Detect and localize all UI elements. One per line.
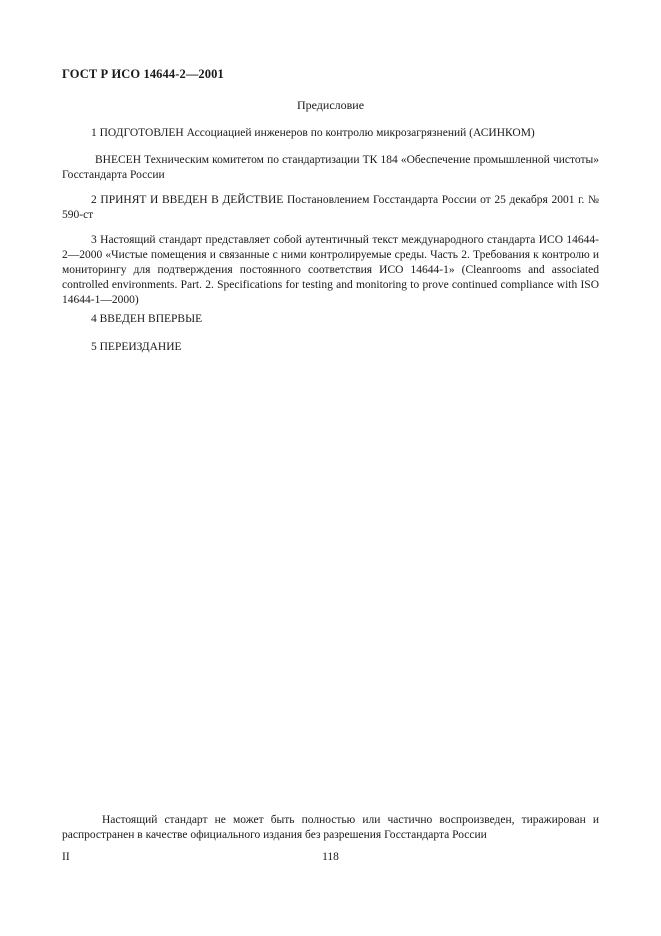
paragraph-authentic-text: 3 Настоящий стандарт представляет собой аутентичный текст международного стандарта ИСО 14644-2—2000 «Чистые помещения и связанные с ними контролируемые среды. Часть 2. Требования к контролю и мониторингу для подтверждения постоянного соответствия ИСО 14644-1» (Cleanrooms and associated controlled environments. Part. 2. Specifications for testing and monitoring to prove continued compliance with ISO 14644-1—2000) <box>62 234 599 306</box>
roman-page-number: II <box>62 851 70 863</box>
copyright-notice: Настоящий стандарт не может быть полностью или частично воспроизведен, тиражирован и распространен в качестве официального издания без разрешения Госстандарта России <box>62 814 599 841</box>
section-title: Предисловие <box>296 98 365 112</box>
document-code: ГОСТ Р ИСО 14644-2—2001 <box>62 67 224 81</box>
paragraph-adopted: 2 ПРИНЯТ И ВВЕДЕН В ДЕЙСТВИЕ Постановлением Госстандарта России от 25 декабря 2001 г. № 590-ст <box>62 194 599 221</box>
paragraph-reissue: 5 ПЕРЕИЗДАНИЕ <box>91 341 182 353</box>
paragraph-introduced-by: ВНЕСЕН Техническим комитетом по стандартизации ТК 184 «Обеспечение промышленной чистоты» Госстандарта России <box>62 154 599 181</box>
page-number: 118 <box>322 851 339 863</box>
paragraph-prepared-by: 1 ПОДГОТОВЛЕН Ассоциацией инженеров по контролю микрозагрязнений (АСИНКОМ) <box>91 127 535 139</box>
paragraph-first-introduced: 4 ВВЕДЕН ВПЕРВЫЕ <box>91 313 203 325</box>
